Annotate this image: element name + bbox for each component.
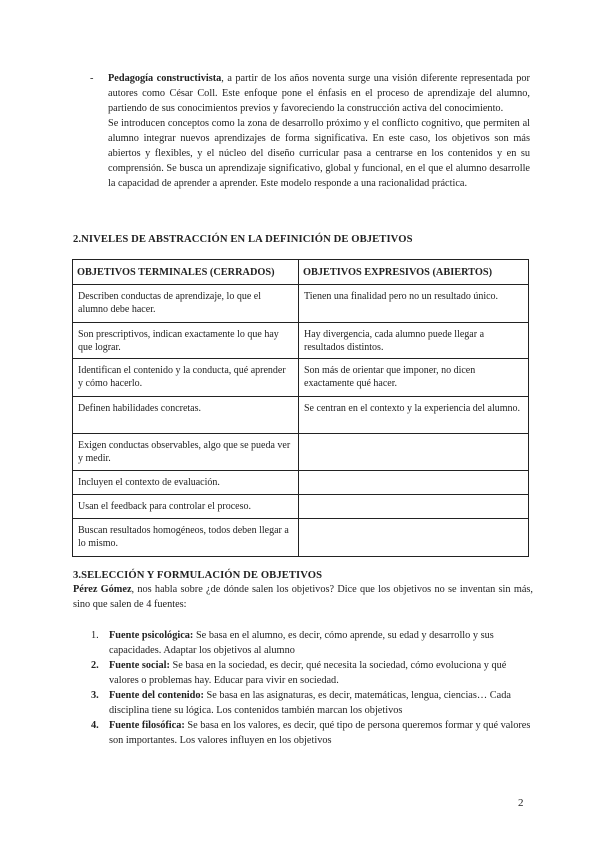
bullet-paragraph-1 xyxy=(108,71,530,116)
table-cell xyxy=(299,434,529,471)
table-row xyxy=(73,285,529,323)
table-cell: Tienen una finalidad pero no un resultado único. xyxy=(299,285,529,323)
table-row xyxy=(73,519,529,557)
table-cell: Son más de orientar que imponer, no dicen exactamente qué hacer. xyxy=(299,359,529,397)
intro-text: , nos habla sobre ¿de dónde salen los objetivos? Dice que los objetivos no se inventan sin más, sino que salen de 4 fuentes: xyxy=(73,584,533,610)
table-cell: Se centran en el contexto y la experiencia del alumno. xyxy=(299,397,529,434)
table-cell: Identifican el contenido y la conducta, qué aprender y cómo hacerlo. xyxy=(73,359,299,397)
table-cell: Son prescriptivos, indican exactamente lo que hay que lograr. xyxy=(73,323,299,359)
table-cell: Describen conductas de aprendizaje, lo que el alumno debe hacer. xyxy=(73,285,299,323)
section-3-heading: 3.SELECCIÓN Y FORMULACIÓN DE OBJETIVOS xyxy=(73,570,323,581)
section-3-intro xyxy=(73,582,533,612)
bullet-title: Pedagogía constructivista xyxy=(108,73,222,84)
list-item xyxy=(73,658,533,688)
list-number: 4. xyxy=(91,720,99,731)
source-title: Fuente filosófica: xyxy=(109,720,185,731)
table-cell: Exigen conductas observables, algo que se pueda ver y medir. xyxy=(73,434,299,471)
table-cell xyxy=(299,495,529,519)
source-text: Se basa en el alumno, es decir, cómo aprende, su edad y desarrollo y sus capacidades. Adaptar los objetivos al alumno xyxy=(109,630,494,656)
intro-author: Pérez Gómez xyxy=(73,584,132,595)
table-row xyxy=(73,471,529,495)
table-row xyxy=(73,323,529,359)
list-item xyxy=(73,688,533,718)
source-title: Fuente del contenido: xyxy=(109,690,204,701)
source-text: Se basa en los valores, es decir, qué tipo de persona queremos formar y qué valores son importantes. Los valores influyen en los objetivos xyxy=(109,720,531,746)
table-cell: Hay divergencia, cada alumno puede llegar a resultados distintos. xyxy=(299,323,529,359)
table-row xyxy=(73,434,529,471)
constructivist-bullet xyxy=(90,71,530,191)
table-row xyxy=(73,397,529,434)
table-cell xyxy=(299,471,529,495)
list-item xyxy=(73,718,533,748)
table-cell: Incluyen el contexto de evaluación. xyxy=(73,471,299,495)
list-number: 3. xyxy=(91,690,99,701)
source-title: Fuente psicológica: xyxy=(109,630,194,641)
page-number: 2 xyxy=(518,797,524,809)
bullet-text-1: , a partir de los años noventa surge una visión diferente representada por autores como César Coll. Este enfoque pone el énfasis en el proceso de aprendizaje del alumno, partiendo de sus conocimientos previos y favoreciendo la construcción activa del conocimiento. xyxy=(108,73,530,114)
table-row xyxy=(73,495,529,519)
table-header-row xyxy=(73,260,529,285)
bullet-paragraph-2: Se introducen conceptos como la zona de desarrollo próximo y el conflicto cognitivo, que permiten al alumno integrar nuevos aprendizajes de forma significativa. En este caso, los objetivos son más abiertos y flexibles, y el núcleo del diseño curricular pasa a centrarse en los contenidos y en su comprensión. Se busca un aprendizaje significativo, global y funcional, en el que el alumno desarrolle la capacidad de aprender a aprender. Este modelo responde a una racionalidad práctica. xyxy=(108,118,530,189)
table-cell xyxy=(299,519,529,557)
header-expresivo: OBJETIVOS EXPRESIVOS (ABIERTOS) xyxy=(299,260,529,285)
table-cell: Usan el feedback para controlar el proceso. xyxy=(73,495,299,519)
list-number: 1. xyxy=(91,630,99,641)
source-text: Se basa en la sociedad, es decir, qué necesita la sociedad, cómo evoluciona y qué valores o problemas hay. Educar para vivir en sociedad. xyxy=(109,660,507,686)
source-title: Fuente social: xyxy=(109,660,170,671)
objectives-table xyxy=(72,259,529,557)
section-2-heading: 2.NIVELES DE ABSTRACCIÓN EN LA DEFINICIÓN DE OBJETIVOS xyxy=(73,234,413,245)
source-text: Se basa en las asignaturas, es decir, matemáticas, lengua, ciencias… Cada disciplina tiene su lógica. Los contenidos también marcan los objetivos xyxy=(109,690,511,716)
header-terminal: OBJETIVOS TERMINALES (CERRADOS) xyxy=(73,260,299,285)
bullet-dash: - xyxy=(90,73,94,84)
table-cell: Definen habilidades concretas. xyxy=(73,397,299,434)
list-number: 2. xyxy=(91,660,99,671)
table-row xyxy=(73,359,529,397)
table-cell: Buscan resultados homogéneos, todos deben llegar a lo mismo. xyxy=(73,519,299,557)
list-item xyxy=(73,628,533,658)
sources-list xyxy=(73,628,533,748)
